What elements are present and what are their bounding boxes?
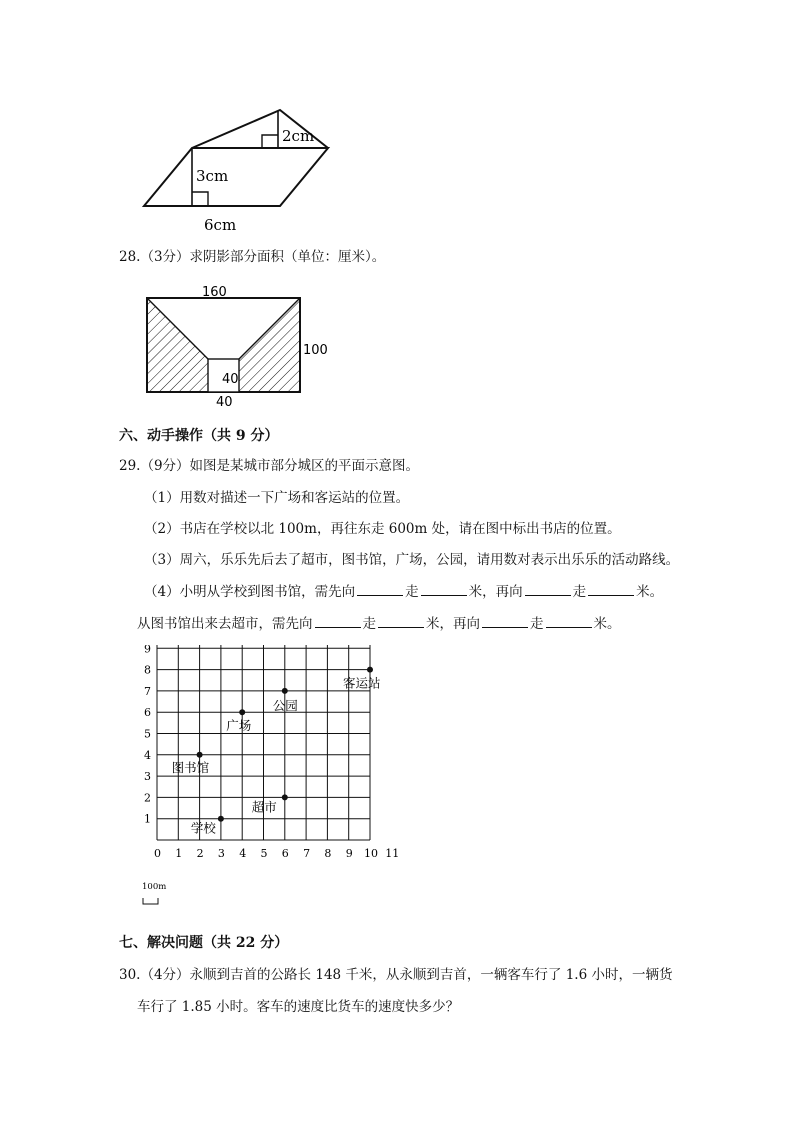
answer-blank[interactable] bbox=[546, 614, 592, 628]
sub4b-part5: 米。 bbox=[593, 616, 621, 632]
answer-blank[interactable] bbox=[482, 614, 528, 628]
fig2-inner: 40 bbox=[222, 372, 239, 387]
sub4-part5: 米。 bbox=[636, 584, 664, 600]
y-tick-label: 5 bbox=[144, 727, 151, 741]
question-28: 28.（3分）求阴影部分面积（单位：厘米）。 bbox=[119, 249, 386, 265]
x-tick-label: 6 bbox=[281, 847, 289, 860]
place-label: 公园 bbox=[272, 697, 298, 713]
scale-bar bbox=[143, 898, 158, 904]
place-marker bbox=[367, 667, 373, 673]
place-label: 图书馆 bbox=[171, 759, 210, 775]
sub4b-part2: 走 bbox=[362, 616, 376, 632]
scale-label: 100m bbox=[142, 882, 167, 892]
sub4-part4: 走 bbox=[572, 584, 587, 600]
answer-blank[interactable] bbox=[525, 582, 571, 596]
section-7-title: 七、解决问题（共 22 分） bbox=[119, 935, 289, 951]
x-tick-label: 0 bbox=[154, 847, 161, 860]
x-tick-label: 3 bbox=[217, 847, 225, 860]
place-marker bbox=[218, 816, 224, 822]
question-30-line2: 车行了 1.85 小时。客车的速度比货车的速度快多少？ bbox=[137, 999, 460, 1015]
x-tick-label: 2 bbox=[196, 847, 204, 860]
place-label: 客运站 bbox=[343, 675, 381, 691]
fig2-top: 160 bbox=[202, 285, 227, 300]
sub4b-part3: 米，再向 bbox=[426, 616, 480, 632]
sub4-part3: 米，再向 bbox=[468, 584, 523, 600]
question-29-sub4b bbox=[137, 614, 621, 633]
answer-blank[interactable] bbox=[315, 614, 361, 628]
fig2-bottom: 40 bbox=[216, 395, 233, 410]
x-tick-label: 10 bbox=[364, 847, 378, 860]
answer-blank[interactable] bbox=[588, 582, 634, 596]
parallelogram-figure bbox=[130, 100, 350, 240]
x-tick-label: 9 bbox=[345, 847, 353, 860]
place-marker bbox=[282, 794, 288, 800]
place-marker bbox=[282, 688, 288, 694]
place-label: 广场 bbox=[226, 718, 252, 734]
question-29-sub1: （1）用数对描述一下广场和客运站的位置。 bbox=[144, 490, 410, 506]
x-tick-label: 1 bbox=[175, 847, 183, 860]
sub4b-part4: 走 bbox=[530, 616, 544, 632]
fig1-base: 6cm bbox=[204, 216, 237, 234]
shaded-area-figure bbox=[140, 282, 340, 412]
x-tick-label: 5 bbox=[260, 847, 268, 860]
answer-blank[interactable] bbox=[357, 582, 403, 596]
question-29: 29.（9分）如图是某城市部分城区的平面示意图。 bbox=[119, 458, 420, 474]
fig1-height-top: 2cm bbox=[282, 127, 315, 145]
answer-blank[interactable] bbox=[421, 582, 467, 596]
answer-blank[interactable] bbox=[378, 614, 424, 628]
y-tick-label: 2 bbox=[144, 791, 151, 805]
question-30-line1: 30.（4分）永顺到吉首的公路长 148 千米，从永顺到吉首，一辆客车行了 1.6 小时，一辆货 bbox=[119, 967, 673, 983]
place-label: 学校 bbox=[190, 820, 216, 836]
city-map-grid bbox=[130, 645, 400, 925]
fig1-height-bottom: 3cm bbox=[196, 167, 229, 185]
x-tick-label: 11 bbox=[385, 847, 400, 860]
x-tick-label: 8 bbox=[324, 847, 332, 860]
y-tick-label: 8 bbox=[144, 663, 151, 677]
place-marker bbox=[239, 709, 245, 715]
y-tick-label: 6 bbox=[144, 706, 151, 720]
section-6-title: 六、动手操作（共 9 分） bbox=[119, 428, 279, 444]
place-label: 超市 bbox=[251, 799, 277, 815]
question-29-sub2: （2）书店在学校以北 100m，再往东走 600m 处，请在图中标出书店的位置。 bbox=[144, 521, 621, 537]
question-29-sub3: （3）周六，乐乐先后去了超市，图书馆，广场，公园，请用数对表示出乐乐的活动路线。 bbox=[144, 552, 680, 568]
y-tick-label: 9 bbox=[144, 645, 151, 656]
y-tick-label: 3 bbox=[144, 770, 151, 784]
fig2-right: 100 bbox=[303, 343, 328, 358]
x-tick-label: 7 bbox=[303, 847, 311, 860]
x-tick-label: 4 bbox=[239, 847, 247, 860]
y-tick-label: 4 bbox=[144, 748, 151, 762]
sub4-part2: 走 bbox=[405, 584, 419, 600]
sub4b-part1: 从图书馆出来去超市，需先向 bbox=[137, 616, 313, 632]
question-29-sub4 bbox=[144, 582, 663, 601]
y-tick-label: 1 bbox=[144, 812, 151, 826]
y-tick-label: 7 bbox=[144, 684, 151, 698]
sub4-part1: （4）小明从学校到图书馆，需先向 bbox=[144, 584, 356, 600]
place-marker bbox=[197, 752, 203, 758]
